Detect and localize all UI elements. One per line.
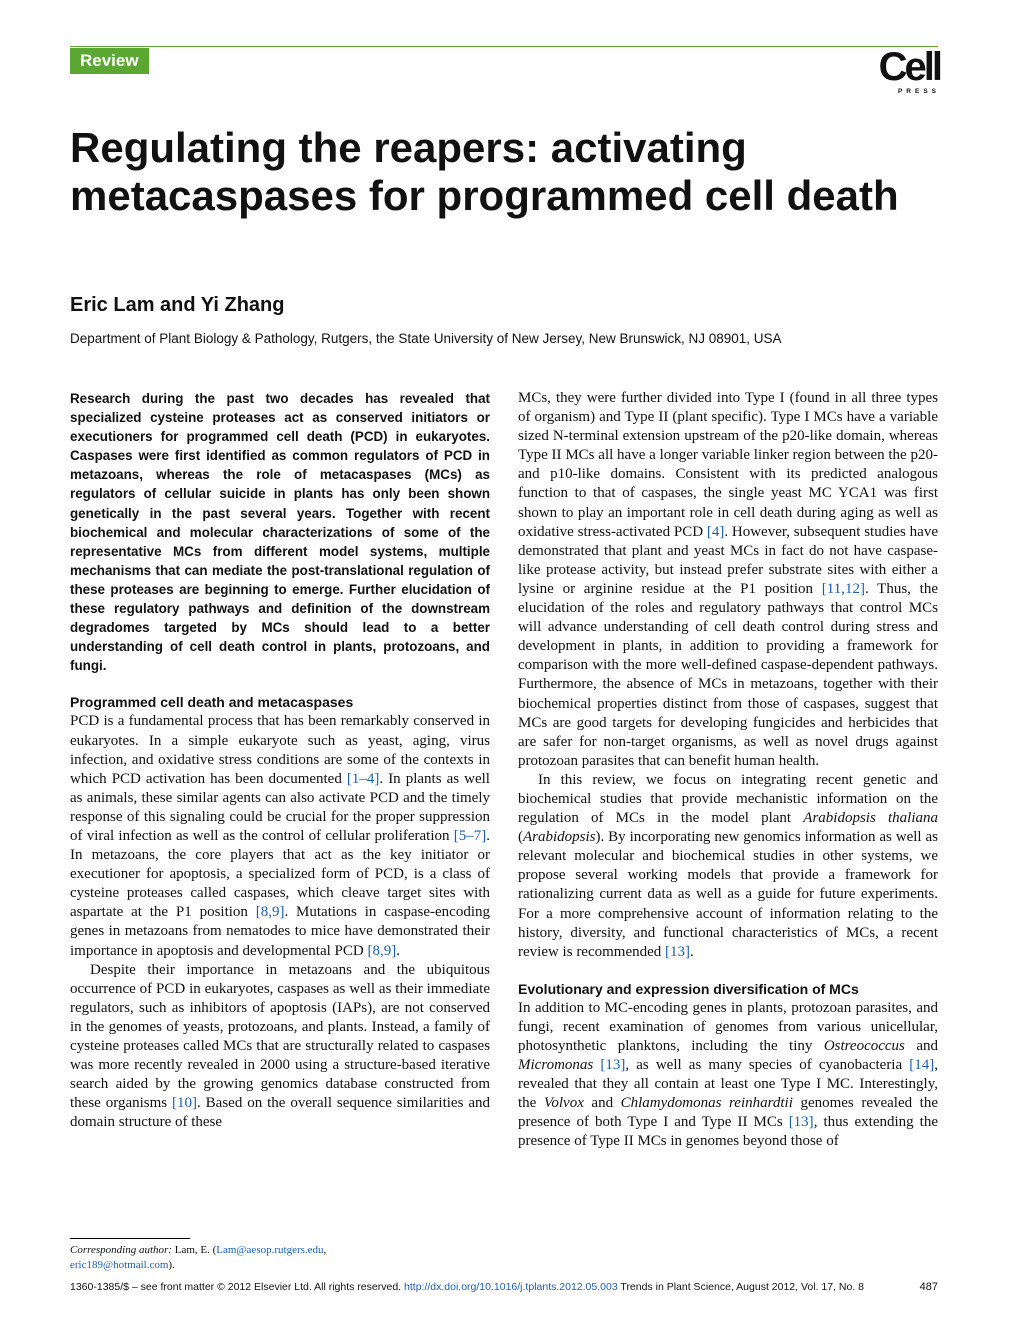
citation-link[interactable]: [13] <box>600 1057 626 1074</box>
left-column <box>70 389 490 1132</box>
page-footer <box>70 1281 938 1293</box>
paragraph-1: PCD is a fundamental process that has been remarkably conserved in eukaryotes. In a simple eukaryote such as yeast, aging, virus infection, and oxidative stress conditions are some of the contexts in which PCD activation has been documented [1–4]. In plants as well as animals, these similar agents can also activate PCD and the timely response of this signaling could be crucial for the proper suppression of viral infection as well as the control of cellular proliferation [5–7]. In metazoans, the core players that act as the key initiator or executioner for apoptosis, a specialized form of PCD, is a class of cysteine proteases called caspases, which cleave target sites with aspartate at the P1 position [8,9]. Mutations in caspase-encoding genes in metazoans from nematodes to mice have demonstrated their importance in apoptosis and developmental PCD [8,9]. <box>70 713 490 959</box>
doi-link[interactable]: http://dx.doi.org/10.1016/j.tplants.2012.05.003 <box>404 1281 618 1293</box>
authors: Eric Lam and Yi Zhang <box>70 294 285 316</box>
citation-link[interactable]: [4] <box>706 523 725 540</box>
issn-copyright: 1360-1385/$ – see front matter © 2012 Elsevier Ltd. All rights reserved. <box>70 1281 405 1293</box>
cell-press-logo <box>868 45 940 96</box>
paragraph-4: In this review, we focus on integrating recent genetic and biochemical studies that provide mechanistic information on the regulation of MCs in the model plant Arabidopsis thaliana (Arabidopsis). By incorporating new genomics information as well as relevant molecular and biochemical studies in other systems, we propose several working models that provide a framework for rationalizing current data as well as a guide for future experiments. For a more comprehensive account of information relating to the history, diversity, and functional characteristics of MCs, a recent review is recommended [13]. <box>518 771 938 960</box>
article-title: Regulating the reapers: activating metacaspases for programmed cell death <box>70 124 899 219</box>
paragraph-2: Despite their importance in metazoans and the ubiquitous occurrence of PCD in eukaryotes, caspases as well as their immediate regulators, such as inhibitors of apoptosis (IAPs), are not conserved in the genomes of yeasts, protozoans, and plants. Instead, a family of cysteine proteases called MCs that are structurally related to caspases was more recently revealed in 2000 using a structure-based iterative search aided by the growing genomics database constructed from these organisms [10]. Based on the overall sequence similarities and domain structure of these <box>70 961 490 1131</box>
citation-link[interactable]: [11,12] <box>821 580 865 597</box>
page-number: 487 <box>919 1281 938 1293</box>
paragraph-3: MCs, they were further divided into Type I (found in all three types of organism) and Type II (plant specific). Type I MCs have a variable sized N-terminal extension upstream of the p20-like domain, whereas Type II MCs all have a longer variable linker region between the p20- and p10-like domains. Consistent with its predicted analogous function to that of caspases, the single yeast MC YCA1 was first shown to play an important role in cell death during aging as well as oxidative stress-activated PCD [4]. However, subsequent studies have demonstrated that plant and yeast MCs in fact do not have caspase-like protease activity, but instead prefer substrate sites with either a lysine or arginine residue at the P1 position [11,12]. Thus, the elucidation of the roles and regulatory pathways that control MCs will advance understanding of cell death control during stress and development in plants, in addition to providing a framework for comparison with the more well-defined caspase-dependent pathways. Furthermore, the absence of MCs in metazoans, together with their biochemical properties distinct from those of caspases, suggest that MCs are good targets for developing fungicides and herbicides that are safer for non-target organisms, as well as novel drugs against protozoan parasites that can benefit human health. <box>518 390 938 769</box>
citation-link[interactable]: [1–4] <box>346 770 380 787</box>
abstract: Research during the past two decades has revealed that specialized cysteine proteases act as conserved initiators or executioners for programmed cell death (PCD) in eukaryotes. Caspases were first identified as common regulators of PCD in metazoans, whereas the role of metacaspases (MCs) as regulators of cellular suicide in plants has only been shown genetically in the past several years. Together with recent biochemical and molecular characterizations of some of the representative MCs from different model systems, multiple mechanisms that can mediate the post-translational regulation of these proteases are beginning to emerge. Further elucidation of these regulatory pathways and definition of the downstream degradomes targeted by MCs should lead to a better understanding of cell death control in plants, protozoans, and fungi. <box>70 391 490 674</box>
citation-link[interactable]: [13] <box>788 1114 814 1131</box>
email-link-2[interactable]: eric189@hotmail.com <box>70 1259 169 1271</box>
logo-word: Cell <box>878 45 940 89</box>
right-column <box>518 389 938 1152</box>
citation-link[interactable]: [8,9] <box>367 942 397 959</box>
section-heading-pcd: Programmed cell death and metacaspases <box>70 694 354 711</box>
citation-link[interactable]: [14] <box>909 1057 935 1074</box>
affiliation: Department of Plant Biology & Pathology, Rutgers, the State University of New Jersey, New Brunswick, NJ 08901, USA <box>70 331 782 346</box>
section-tag: Review <box>70 48 149 74</box>
logo-sub: PRESS <box>897 88 940 95</box>
journal-info: Trends in Plant Science, August 2012, Vol. 17, No. 8 <box>617 1281 865 1293</box>
footnote-rule <box>70 1238 190 1239</box>
header-rule <box>70 46 938 47</box>
citation-link[interactable]: [8,9] <box>255 904 285 921</box>
section-heading-evolution: Evolutionary and expression diversification of MCs <box>518 980 859 997</box>
citation-link[interactable]: [10] <box>172 1095 198 1112</box>
citation-link[interactable]: [5–7] <box>453 827 487 844</box>
citation-link[interactable]: [13] <box>665 943 691 960</box>
paragraph-5: In addition to MC-encoding genes in plants, protozoan parasites, and fungi, recent examination of genomes from various unicellular, photosynthetic planktons, including the tiny Ostreococcus and Micromonas [13], as well as many species of cyanobacteria [14], revealed that they all contain at least one Type I MC. Interestingly, the Volvox and Chlamydomonas reinhardtii genomes revealed the presence of both Type I and Type II MCs [13], thus extending the presence of Type II MCs in genomes beyond those of <box>518 999 938 1150</box>
email-link[interactable]: Lam@aesop.rutgers.edu <box>216 1244 324 1256</box>
corresponding-author-footnote: Corresponding author: Lam, E. (Lam@aesop.rutgers.edu, eric189@hotmail.com). <box>70 1244 327 1271</box>
